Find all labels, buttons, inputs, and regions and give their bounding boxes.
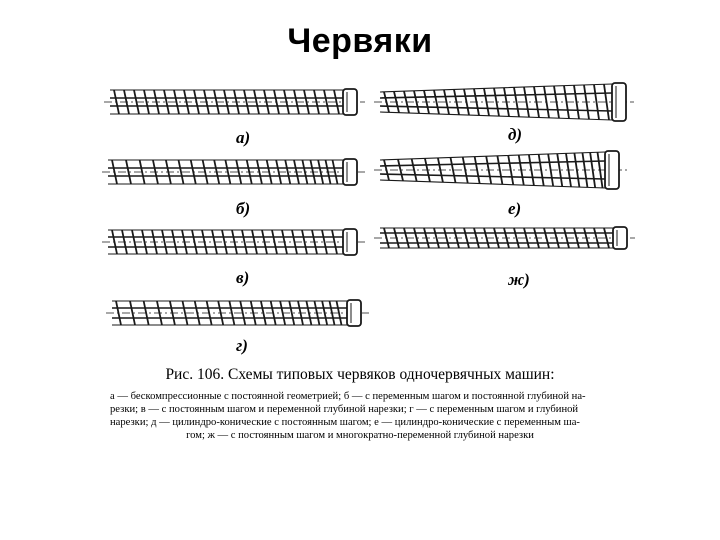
screw-2 [102, 159, 365, 185]
screw-flight [464, 228, 469, 248]
screw-flight [464, 89, 469, 115]
screw-shank [343, 159, 357, 185]
screw-label-v: в) [236, 268, 250, 287]
figure-caption-title: Рис. 106. Схемы типовых червяков одночервячных машин: [165, 366, 555, 383]
screw-shank [605, 151, 619, 189]
screw-flight [194, 90, 199, 114]
screw-flight [544, 228, 549, 248]
screw-flight [272, 230, 277, 254]
screw-6 [374, 151, 627, 189]
screw-label-g: г) [236, 336, 248, 355]
caption-line: нарезки; д — цилиндро-конические с постоянным шагом; е — цилиндро-конические с переменным ша- [110, 417, 580, 428]
caption-line: резки; в — с постоянным шагом и переменной глубиной нарезки; г — с переменным шагом и глубиной [110, 404, 579, 415]
screw-shank [343, 89, 357, 115]
screw-flight [192, 230, 197, 254]
screw-shank [347, 300, 361, 326]
screw-flight [384, 228, 389, 248]
screw-label-d: д) [508, 125, 523, 144]
screw-flight [384, 160, 389, 180]
screw-shank [343, 229, 357, 255]
screw-flight [116, 301, 121, 325]
screw-4 [106, 300, 369, 326]
caption-line: а — бескомпрессионные с постоянной геометрией; б — с переменным шагом и постоянной глубиной на- [110, 391, 586, 402]
screw-shank [612, 83, 626, 121]
screw-flight [384, 92, 389, 112]
screw-flight [114, 90, 119, 114]
screw-shank [613, 227, 627, 249]
slide-title: Червяки [287, 22, 433, 60]
screw-3 [102, 229, 365, 255]
screw-flight [112, 230, 117, 254]
screw-label-b: б) [236, 199, 251, 218]
screw-label-zh: ж) [508, 270, 530, 289]
screw-flight [112, 160, 117, 184]
screw-7 [374, 227, 635, 249]
screw-label-a: а) [236, 128, 251, 147]
caption-line: гом; ж — с постоянным шагом и многократно-переменной глубиной нарезки [186, 430, 534, 441]
screw-flight [544, 86, 549, 117]
screw-1 [104, 89, 365, 115]
screw-5 [374, 83, 634, 121]
screw-flight [274, 90, 279, 114]
screw-label-e: е) [508, 199, 522, 218]
figure-caption-body [110, 390, 610, 442]
